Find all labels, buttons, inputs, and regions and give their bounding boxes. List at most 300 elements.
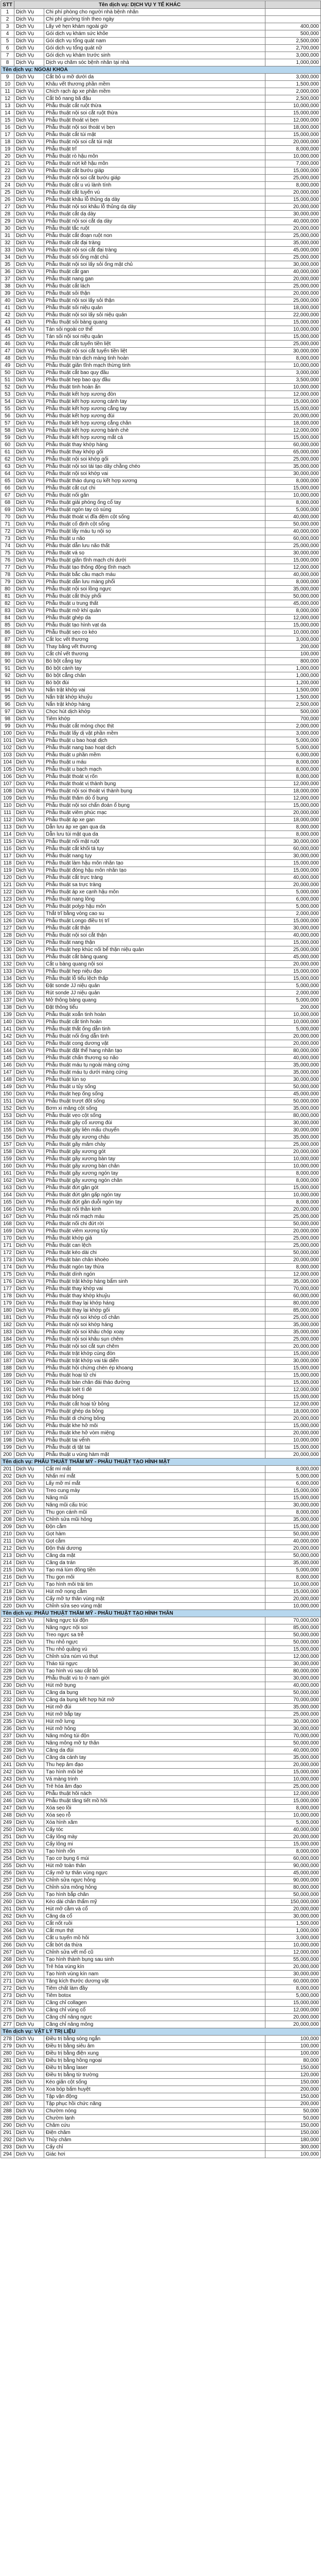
table-row <box>1 2007 321 2014</box>
row-stt: 131 <box>1 954 14 961</box>
table-row <box>1 2050 321 2057</box>
row-type: Dịch Vụ <box>14 1992 44 1999</box>
row-service-name: Trẻ hóa âm đạo <box>44 1783 265 1790</box>
row-type: Dịch Vụ <box>14 1884 44 1891</box>
row-type: Dịch Vụ <box>14 1646 44 1653</box>
row-price: 35,000,000 <box>265 586 321 593</box>
table-row <box>1 1877 321 1884</box>
row-type: Dịch Vụ <box>14 550 44 557</box>
row-type: Dịch Vụ <box>14 1581 44 1588</box>
row-service-name: Phẫu thuật thay khớp vai <box>44 1285 265 1293</box>
table-row <box>1 485 321 492</box>
row-type: Dịch Vụ <box>14 882 44 889</box>
row-type: Dịch Vụ <box>14 752 44 759</box>
row-service-name: Phẫu thuật cắt bàng quang <box>44 954 265 961</box>
row-type: Dịch Vụ <box>14 1560 44 1567</box>
row-stt: 95 <box>1 694 14 701</box>
table-row <box>1 1913 321 1920</box>
table-row <box>1 593 321 600</box>
row-service-name: Cắt bỏ u mỡ dưới da <box>44 74 265 81</box>
row-stt: 241 <box>1 1761 14 1769</box>
row-service-name: Phẫu thuật cắt túi mật <box>44 131 265 139</box>
row-price: 180,000 <box>265 2137 321 2144</box>
row-type: Dịch Vụ <box>14 434 44 442</box>
row-stt: 49 <box>1 362 14 369</box>
group-title: Tên dịch vụ: PHẪU THUẬT THẨM MỸ - PHẪU THUẬT TẠO HÌNH THÂN <box>1 1610 321 1617</box>
row-price: 6,000,000 <box>265 896 321 903</box>
row-price: 25,000,000 <box>265 341 321 348</box>
row-type: Dịch Vụ <box>14 2122 44 2129</box>
row-stt: 29 <box>1 218 14 225</box>
row-service-name: Tiêm botox <box>44 1992 265 1999</box>
table-row <box>1 1141 321 1148</box>
row-service-name: Đặt thông tiểu <box>44 1004 265 1011</box>
row-stt: 106 <box>1 773 14 781</box>
row-price: 5,000,000 <box>265 982 321 990</box>
table-row <box>1 232 321 240</box>
row-type: Dịch Vụ <box>14 1444 44 1451</box>
row-stt: 8 <box>1 59 14 66</box>
table-row <box>1 1134 321 1141</box>
row-service-name: Thủy châm <box>44 2137 265 2144</box>
row-price: 18,000,000 <box>265 124 321 131</box>
row-price: 5,000,000 <box>265 903 321 910</box>
row-stt: 281 <box>1 2057 14 2064</box>
row-type: Dịch Vụ <box>14 975 44 982</box>
row-service-name: Chỉnh sửa vết mổ cũ <box>44 1949 265 1956</box>
row-price: 8,000,000 <box>265 478 321 485</box>
row-price: 50,000,000 <box>265 1098 321 1105</box>
row-service-name: Phẫu thuật lỗ tiểu lệch thấp <box>44 975 265 982</box>
table-row <box>1 1567 321 1574</box>
table-row <box>1 16 321 23</box>
row-stt: 127 <box>1 925 14 932</box>
row-stt: 256 <box>1 1870 14 1877</box>
row-type: Dịch Vụ <box>14 1949 44 1956</box>
table-row <box>1 2072 321 2079</box>
table-row <box>1 1394 321 1401</box>
row-stt: 216 <box>1 1574 14 1581</box>
row-service-name: Hút mỡ đùi <box>44 1704 265 1711</box>
row-price: 22,000,000 <box>265 312 321 319</box>
row-price: 50,000,000 <box>265 521 321 528</box>
row-price: 30,000,000 <box>265 348 321 355</box>
row-service-name: Phẫu thuật đứt gân duỗi ngón tay <box>44 1199 265 1206</box>
row-stt: 226 <box>1 1653 14 1660</box>
row-service-name: Phẫu thuật cắt đoạn ruột non <box>44 232 265 240</box>
table-row <box>1 88 321 95</box>
row-stt: 135 <box>1 982 14 990</box>
row-type: Dịch Vụ <box>14 1567 44 1574</box>
row-service-name: Phẫu thuật trật khớp háng bẩm sinh <box>44 1278 265 1285</box>
row-type: Dịch Vụ <box>14 1841 44 1848</box>
row-type: Dịch Vụ <box>14 88 44 95</box>
row-service-name: Phẫu thuật thay khớp háng <box>44 442 265 449</box>
table-row <box>1 845 321 853</box>
row-service-name: Phẫu thuật vú to ở nam giới <box>44 1675 265 1682</box>
row-service-name: Cắt u tuyến mồ hôi <box>44 1935 265 1942</box>
row-service-name: Cấy chỉ <box>44 2144 265 2151</box>
row-stt: 35 <box>1 261 14 268</box>
table-row <box>1 1358 321 1365</box>
row-service-name: Phẫu thuật cắt hoại tử bỏng <box>44 1401 265 1408</box>
row-type: Dịch Vụ <box>14 1105 44 1112</box>
row-type: Dịch Vụ <box>14 160 44 167</box>
row-stt: 81 <box>1 593 14 600</box>
row-type: Dịch Vụ <box>14 759 44 766</box>
table-row <box>1 1632 321 1639</box>
table-row <box>1 1235 321 1242</box>
table-row <box>1 1120 321 1127</box>
row-type: Dịch Vụ <box>14 932 44 939</box>
table-row <box>1 153 321 160</box>
table-row <box>1 1213 321 1221</box>
row-type: Dịch Vụ <box>14 1509 44 1516</box>
table-row <box>1 45 321 52</box>
row-stt: 280 <box>1 2050 14 2057</box>
row-price: 6,000,000 <box>265 1480 321 1487</box>
table-row <box>1 1668 321 1675</box>
row-stt: 212 <box>1 1545 14 1552</box>
row-price: 5,000,000 <box>265 744 321 752</box>
table-row <box>1 1011 321 1019</box>
table-row <box>1 1199 321 1206</box>
row-stt: 84 <box>1 615 14 622</box>
row-service-name: Phẫu thuật khe hở vòm miệng <box>44 1430 265 1437</box>
row-price: 100,000 <box>265 651 321 658</box>
row-service-name: Xóa sẹo rỗ <box>44 1812 265 1819</box>
row-price: 20,000,000 <box>265 1545 321 1552</box>
row-service-name: Phẫu thuật vá sọ <box>44 550 265 557</box>
row-stt: 218 <box>1 1588 14 1596</box>
row-stt: 228 <box>1 1668 14 1675</box>
row-price: 8,000,000 <box>265 766 321 773</box>
row-stt: 182 <box>1 1321 14 1329</box>
table-row <box>1 1264 321 1271</box>
table-row <box>1 528 321 535</box>
table-row <box>1 672 321 680</box>
row-type: Dịch Vụ <box>14 1906 44 1913</box>
table-row <box>1 1617 321 1624</box>
row-stt: 112 <box>1 817 14 824</box>
row-stt: 249 <box>1 1819 14 1826</box>
row-price: 1,000,000 <box>265 672 321 680</box>
row-price: 12,000,000 <box>265 117 321 124</box>
row-service-name: Phẫu thuật tạo hình vạt da <box>44 622 265 629</box>
row-service-name: Chỉnh sửa mũi hỏng <box>44 1516 265 1523</box>
table-row <box>1 1148 321 1156</box>
row-stt: 45 <box>1 333 14 341</box>
row-type: Dịch Vụ <box>14 1466 44 1473</box>
table-row <box>1 766 321 773</box>
row-service-name: Phẫu thuật di chứng bỏng <box>44 1415 265 1422</box>
table-row <box>1 1805 321 1812</box>
row-stt: 133 <box>1 968 14 975</box>
table-row <box>1 1466 321 1473</box>
row-service-name: Phẫu thuật gãy xương bàn tay <box>44 1156 265 1163</box>
row-stt: 195 <box>1 1415 14 1422</box>
row-stt: 57 <box>1 420 14 427</box>
table-row <box>1 1379 321 1386</box>
row-stt: 294 <box>1 2151 14 2158</box>
row-service-name: Phẫu thuật áp xe gan <box>44 817 265 824</box>
row-price: 40,000,000 <box>265 514 321 521</box>
row-service-name: Nâng mông mỡ tự thân <box>44 1740 265 1747</box>
table-row <box>1 146 321 153</box>
row-service-name: Khâu vết thương phần mềm <box>44 81 265 88</box>
row-stt: 171 <box>1 1242 14 1249</box>
table-row <box>1 2129 321 2137</box>
row-type: Dịch Vụ <box>14 189 44 196</box>
row-price: 45,000,000 <box>265 954 321 961</box>
table-row <box>1 1206 321 1213</box>
table-row <box>1 1769 321 1776</box>
row-price: 35,000,000 <box>265 1321 321 1329</box>
row-service-name: Phẫu thuật thoát vị rốn <box>44 773 265 781</box>
row-service-name: Phẫu thuật nối ống dẫn tinh <box>44 1033 265 1040</box>
row-stt: 250 <box>1 1826 14 1834</box>
row-service-name: Phẫu thuật hẹp niệu đạo <box>44 968 265 975</box>
row-service-name: Phẫu thuật cắt gan <box>44 268 265 276</box>
table-row <box>1 629 321 636</box>
row-service-name: Phẫu thuật hẹp bao quy đầu <box>44 377 265 384</box>
row-price: 35,000,000 <box>265 240 321 247</box>
row-stt: 37 <box>1 276 14 283</box>
row-type: Dịch Vụ <box>14 867 44 874</box>
row-stt: 38 <box>1 283 14 290</box>
row-service-name: Thu hẹp âm đạo <box>44 1761 265 1769</box>
row-type: Dịch Vụ <box>14 182 44 189</box>
row-type: Dịch Vụ <box>14 1134 44 1141</box>
table-row <box>1 889 321 896</box>
row-stt: 161 <box>1 1170 14 1177</box>
row-stt: 229 <box>1 1675 14 1682</box>
row-stt: 103 <box>1 752 14 759</box>
row-stt: 168 <box>1 1221 14 1228</box>
row-service-name: Phẫu thuật sỏi bàng quang <box>44 319 265 326</box>
row-service-name: Phẫu thuật nang bao hoạt dịch <box>44 744 265 752</box>
row-price: 6,000,000 <box>265 752 321 759</box>
row-price: 20,000,000 <box>265 1040 321 1047</box>
row-price: 40,000,000 <box>265 1055 321 1062</box>
row-type: Dịch Vụ <box>14 1430 44 1437</box>
row-service-name: Đặt sonde JJ niệu quản <box>44 982 265 990</box>
row-stt: 219 <box>1 1596 14 1603</box>
row-type: Dịch Vụ <box>14 2144 44 2151</box>
table-row <box>1 211 321 218</box>
group-title: Tên dịch vụ: VẬT LÝ TRỊ LIỆU <box>1 2028 321 2036</box>
table-row <box>1 1365 321 1372</box>
row-service-name: Rút sonde JJ niệu quản <box>44 990 265 997</box>
row-service-name: Phẫu thuật thoát vị thành bụng <box>44 781 265 788</box>
row-type: Dịch Vụ <box>14 1711 44 1718</box>
row-service-name: Nâng mũi <box>44 1495 265 1502</box>
row-stt: 150 <box>1 1091 14 1098</box>
row-type: Dịch Vụ <box>14 1011 44 1019</box>
row-type: Dịch Vụ <box>14 456 44 463</box>
row-type: Dịch Vụ <box>14 918 44 925</box>
row-price: 200,000 <box>265 643 321 651</box>
row-stt: 211 <box>1 1538 14 1545</box>
row-type: Dịch Vụ <box>14 103 44 110</box>
row-service-name: Phẫu thuật kết hợp xương mắt cá <box>44 434 265 442</box>
row-type: Dịch Vụ <box>14 982 44 990</box>
row-type: Dịch Vụ <box>14 1596 44 1603</box>
row-stt: 221 <box>1 1617 14 1624</box>
row-price: 50,000,000 <box>265 1639 321 1646</box>
row-service-name: Phẫu thuật ghép da <box>44 615 265 622</box>
row-service-name: Phẫu thuật Longo điều trị trĩ <box>44 918 265 925</box>
row-service-name: Phẫu thuật gãy cổ xương đùi <box>44 1120 265 1127</box>
row-type: Dịch Vụ <box>14 781 44 788</box>
row-service-name: Phẫu thuật bắc cầu mạch máu <box>44 571 265 579</box>
row-type: Dịch Vụ <box>14 167 44 175</box>
row-service-name: Phẫu thuật dị tật tai <box>44 1444 265 1451</box>
row-price: 25,000,000 <box>265 1235 321 1242</box>
row-price: 20,000,000 <box>265 1963 321 1971</box>
row-service-name: Phẫu thuật nối mạch máu <box>44 1213 265 1221</box>
row-price: 18,000,000 <box>265 817 321 824</box>
row-service-name: Phẫu thuật thoát vị bẹn <box>44 117 265 124</box>
row-type: Dịch Vụ <box>14 607 44 615</box>
table-row <box>1 1098 321 1105</box>
row-service-name: Cắt u bàng quang nội soi <box>44 961 265 968</box>
table-row <box>1 95 321 103</box>
table-row <box>1 615 321 622</box>
row-service-name: Phẫu thuật cố định cột sống <box>44 521 265 528</box>
table-row <box>1 1156 321 1163</box>
row-service-name: Phẫu thuật sỏi thận <box>44 290 265 297</box>
row-type: Dịch Vụ <box>14 81 44 88</box>
row-service-name: Phẫu thuật nội soi khâu sụn chêm <box>44 1336 265 1343</box>
row-type: Dịch Vụ <box>14 124 44 131</box>
row-type: Dịch Vụ <box>14 1055 44 1062</box>
row-stt: 246 <box>1 1798 14 1805</box>
row-price: 10,000,000 <box>265 1192 321 1199</box>
row-type: Dịch Vụ <box>14 2108 44 2115</box>
row-stt: 185 <box>1 1343 14 1350</box>
table-row <box>1 514 321 521</box>
row-price: 500,000 <box>265 30 321 38</box>
row-type: Dịch Vụ <box>14 2043 44 2050</box>
table-row <box>1 182 321 189</box>
table-row <box>1 1401 321 1408</box>
row-stt: 178 <box>1 1293 14 1300</box>
row-price: 15,000,000 <box>265 1588 321 1596</box>
table-row <box>1 990 321 997</box>
row-service-name: Phẫu thuật hẹp khúc nối bể thận niệu quản <box>44 946 265 954</box>
row-service-name: Phẫu thuật cắt cụt chi <box>44 485 265 492</box>
table-row <box>1 636 321 643</box>
table-row <box>1 564 321 571</box>
row-price: 12,000,000 <box>265 1386 321 1394</box>
row-price: 50,000,000 <box>265 1891 321 1899</box>
row-service-name: Phẫu thuật kết hợp xương bánh chè <box>44 427 265 434</box>
row-type: Dịch Vụ <box>14 1379 44 1386</box>
row-stt: 27 <box>1 204 14 211</box>
row-price: 15,000,000 <box>265 1379 321 1386</box>
row-service-name: Phẫu thuật mở khí quản <box>44 607 265 615</box>
row-type: Dịch Vụ <box>14 543 44 550</box>
row-stt: 44 <box>1 326 14 333</box>
table-row <box>1 1942 321 1949</box>
row-stt: 254 <box>1 1855 14 1862</box>
row-type: Dịch Vụ <box>14 1148 44 1156</box>
table-row <box>1 1249 321 1257</box>
row-price: 25,000,000 <box>265 1783 321 1790</box>
row-type: Dịch Vụ <box>14 809 44 817</box>
row-service-name: Dẫn lưu túi mật qua da <box>44 831 265 838</box>
row-service-name: Phẫu thuật máu tụ dưới màng cứng <box>44 1069 265 1076</box>
row-type: Dịch Vụ <box>14 283 44 290</box>
row-type: Dịch Vụ <box>14 701 44 708</box>
row-price: 15,000,000 <box>265 333 321 341</box>
row-service-name: Cắt mụn thịt <box>44 1927 265 1935</box>
row-stt: 173 <box>1 1257 14 1264</box>
row-stt: 197 <box>1 1430 14 1437</box>
row-type: Dịch Vụ <box>14 1913 44 1920</box>
row-price: 10,000,000 <box>265 1011 321 1019</box>
row-type: Dịch Vụ <box>14 708 44 716</box>
row-service-name: Điều trị bằng siêu âm <box>44 2043 265 2050</box>
row-type: Dịch Vụ <box>14 254 44 261</box>
row-stt: 76 <box>1 557 14 564</box>
row-service-name: Điều trị bằng hồng ngoại <box>44 2057 265 2064</box>
row-price: 15,000,000 <box>265 1523 321 1531</box>
column-header-service: Tên dịch vụ: DỊCH VỤ Y TẾ KHÁC <box>14 1 265 9</box>
row-price: 40,000,000 <box>265 932 321 939</box>
row-stt: 91 <box>1 665 14 672</box>
table-row <box>1 752 321 759</box>
row-service-name: Dẫn lưu áp xe gan qua da <box>44 824 265 831</box>
row-price: 20,000,000 <box>265 290 321 297</box>
row-service-name: Thắt trĩ bằng vòng cao su <box>44 910 265 918</box>
row-type: Dịch Vụ <box>14 1047 44 1055</box>
row-price: 8,000,000 <box>265 1509 321 1516</box>
row-type: Dịch Vụ <box>14 413 44 420</box>
row-type: Dịch Vụ <box>14 1026 44 1033</box>
table-row <box>1 1754 321 1761</box>
row-service-name: Phẫu thuật nang gan <box>44 276 265 283</box>
row-type: Dịch Vụ <box>14 2064 44 2072</box>
row-stt: 22 <box>1 167 14 175</box>
row-stt: 263 <box>1 1920 14 1927</box>
row-service-name: Phẫu thuật gãy xương bàn chân <box>44 1163 265 1170</box>
table-row <box>1 730 321 737</box>
row-price: 8,000,000 <box>265 1177 321 1184</box>
table-row <box>1 492 321 499</box>
row-type: Dịch Vụ <box>14 1206 44 1213</box>
row-service-name: Gói dịch vụ khám trước sinh <box>44 52 265 59</box>
row-type: Dịch Vụ <box>14 658 44 665</box>
table-row <box>1 405 321 413</box>
row-service-name: Phẫu thuật u não <box>44 535 265 543</box>
row-price: 15,000,000 <box>265 968 321 975</box>
row-service-name: Cắt lọc vết thương <box>44 636 265 643</box>
table-row <box>1 521 321 528</box>
row-service-name: Điều trị bằng từ trường <box>44 2072 265 2079</box>
row-stt: 158 <box>1 1148 14 1156</box>
row-price: 150,000 <box>265 2122 321 2129</box>
row-price: 20,000,000 <box>265 225 321 232</box>
row-service-name: Phẫu thuật nội soi cắt bướu giáp <box>44 175 265 182</box>
row-price: 15,000,000 <box>265 1184 321 1192</box>
table-row <box>1 1293 321 1300</box>
row-service-name: Phẫu thuật u vùng hàm mặt <box>44 1451 265 1459</box>
row-price: 30,000,000 <box>265 1660 321 1668</box>
table-row <box>1 506 321 514</box>
table-row <box>1 1920 321 1927</box>
